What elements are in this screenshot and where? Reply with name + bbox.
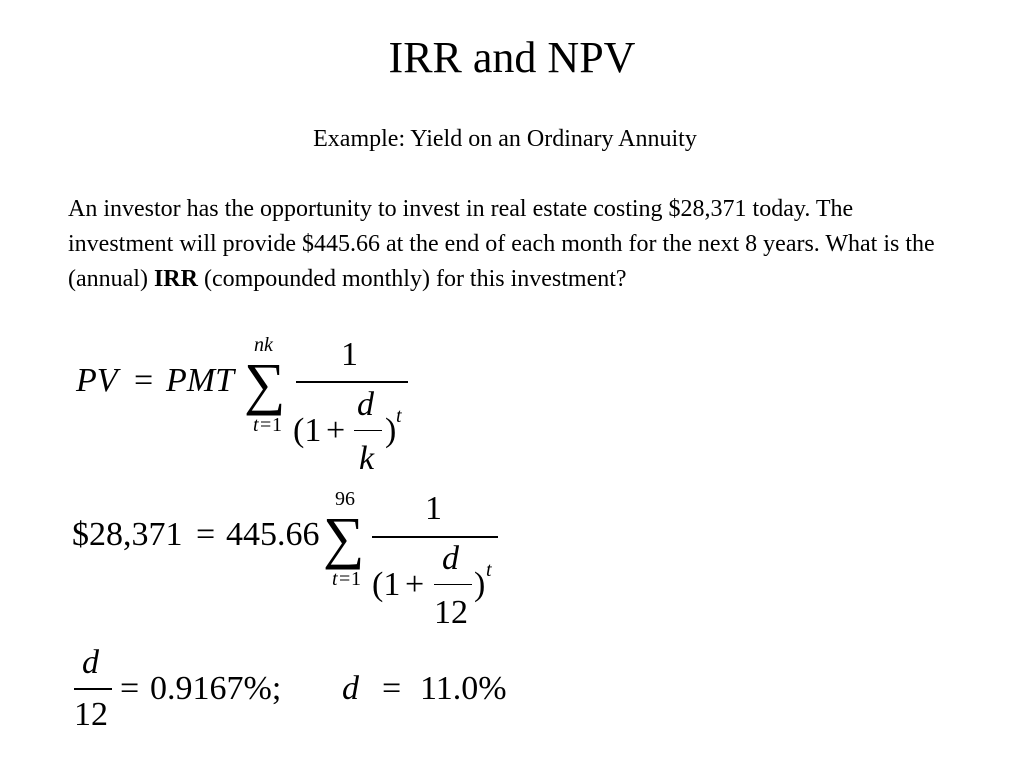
problem-bold-term: IRR — [153, 266, 198, 292]
eq3-equals: = — [120, 670, 140, 707]
eq2-inner-bar — [434, 584, 472, 585]
eq2-equals: = — [196, 516, 216, 553]
eq1-inner-den: k — [359, 440, 375, 477]
eq1-lower-val: 1 — [272, 414, 282, 436]
eq1-open-paren: (1 — [293, 412, 322, 449]
eq3-equals2: = — [382, 670, 402, 707]
eq1-plus: + — [326, 412, 346, 449]
eq3-var: d — [342, 670, 359, 707]
eq2-fraction-bar — [372, 536, 498, 538]
eq2-lower-val: 1 — [351, 568, 361, 590]
eq3-monthly-rate: 0.9167%; — [150, 670, 282, 707]
eq2-plus: + — [405, 566, 425, 603]
eq3-annual-rate: 11.0% — [420, 670, 507, 707]
problem-statement — [68, 192, 948, 297]
eq2-exponent: t — [486, 559, 492, 581]
eq1-pmt: PMT — [166, 362, 234, 399]
eq3-frac-num: d — [82, 644, 99, 681]
eq3-fraction-bar — [74, 688, 112, 690]
eq1-inner-num: d — [357, 386, 374, 423]
eq2-upper-limit: 96 — [335, 488, 355, 510]
eq1-inner-bar — [354, 430, 382, 431]
eq1-pv: PV — [76, 362, 118, 399]
eq1-sigma-icon: ∑ — [244, 351, 286, 416]
eq2-open-paren: (1 — [372, 566, 401, 603]
problem-text-end: (compounded monthly) for this investment? — [197, 266, 627, 292]
problem-text-start: An investor has the opportunity to invest in real estate costing $28,371 today. The investment will provide $445.66 at the end of each month for the next 8 years. What is the (annual) — [68, 196, 935, 292]
slide-subtitle: Example: Yield on an Ordinary Annuity — [313, 126, 697, 152]
eq2-inner-den: 12 — [434, 594, 468, 631]
slide-title: IRR and NPV — [388, 33, 636, 82]
eq2-lower-var: t — [332, 568, 338, 590]
eq1-upper-limit: nk — [254, 334, 273, 356]
eq2-sigma-icon: ∑ — [323, 505, 365, 570]
eq1-lower-var: t — [253, 414, 259, 436]
eq2-close-paren: ) — [474, 566, 486, 603]
eq2-lower-eq: = — [339, 568, 351, 590]
eq3-frac-den: 12 — [74, 696, 108, 733]
eq1-equals: = — [134, 362, 154, 399]
eq1-numerator: 1 — [341, 336, 358, 373]
eq2-numerator: 1 — [425, 490, 442, 527]
eq2-payment: 445.66 — [226, 516, 320, 553]
eq2-lhs: $28,371 — [72, 516, 183, 553]
eq1-fraction-bar — [296, 381, 408, 383]
eq1-close-paren: ) — [385, 412, 397, 449]
eq1-exponent: t — [396, 405, 402, 427]
eq1-lower-eq: = — [260, 414, 272, 436]
eq2-inner-num: d — [442, 540, 459, 577]
